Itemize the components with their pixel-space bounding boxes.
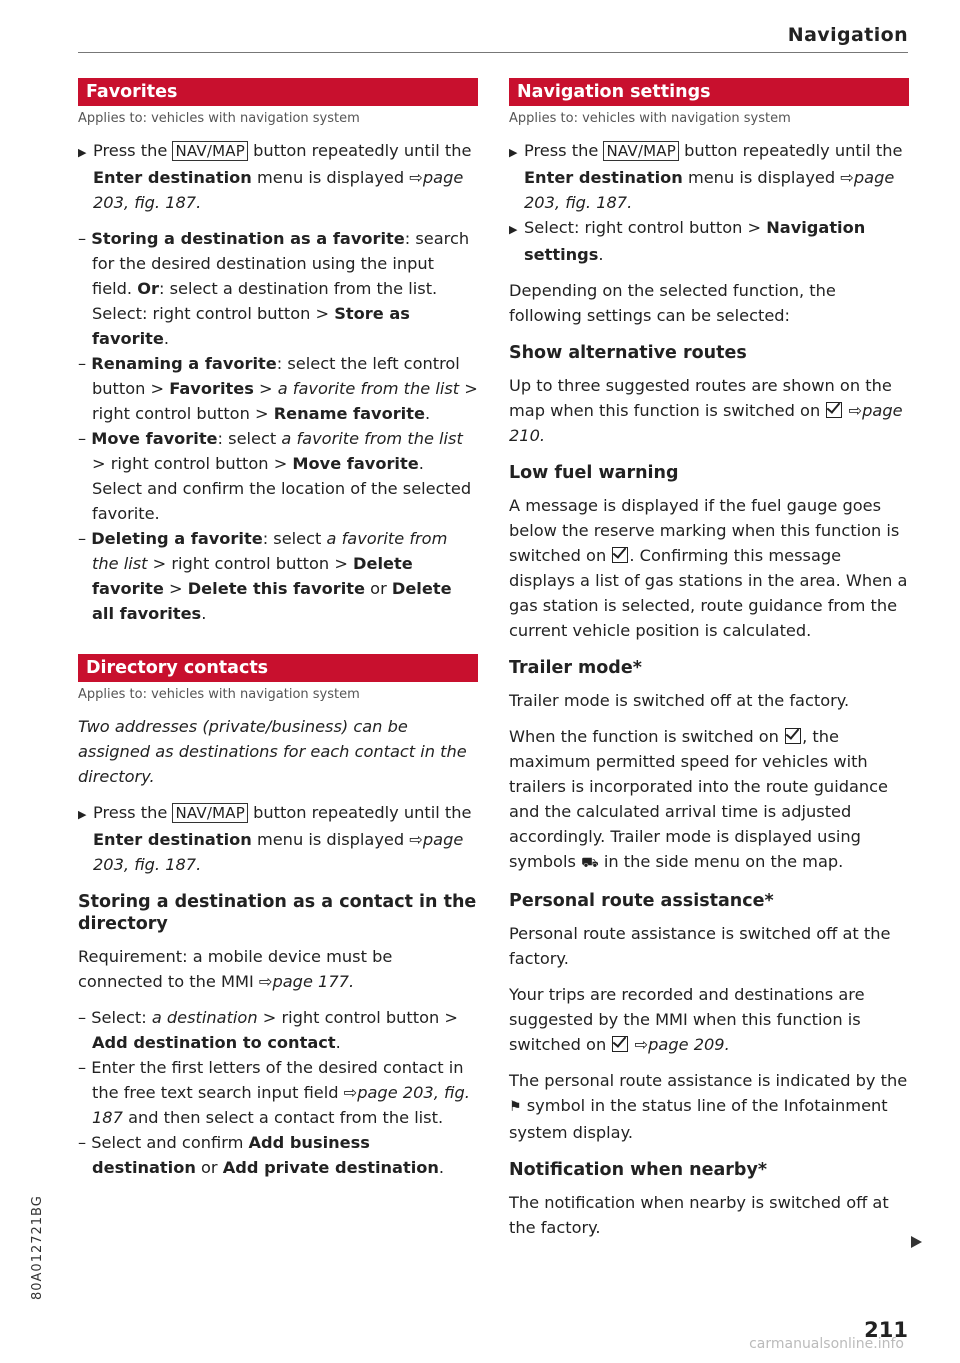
requirement-text: Requirement: a mobile device must be connected to the MMI ⇨page 177.: [78, 947, 393, 991]
directory-intro: Two addresses (private/business) can be assigned as destinations for each contact in the directory.: [78, 717, 467, 786]
continue-arrow-icon: [911, 1236, 922, 1248]
nav-map-key: NAV/MAP: [172, 141, 248, 161]
page-ref-link[interactable]: ⇨page 209.: [634, 1035, 730, 1054]
subheading: Low fuel warning: [509, 463, 679, 483]
subheading: Show alternative routes: [509, 343, 747, 363]
document-code: 80A012721BG: [30, 1195, 45, 1300]
trailer-icon: ⛟: [581, 855, 599, 871]
alt-routes-text: Up to three suggested routes are shown on the map when this function is switched on ⇨page 210.: [509, 376, 903, 445]
applies-note: Applies to: vehicles with navigation system: [78, 111, 360, 126]
step-arrow-icon: ▶: [78, 146, 87, 159]
checkbox-checked-icon: [826, 402, 842, 418]
checkbox-checked-icon: [612, 547, 628, 563]
step-arrow-icon: ▶: [509, 223, 518, 236]
personal-text-1: Personal route assistance is switched off at the factory.: [509, 924, 891, 968]
page-ref-link[interactable]: ⇨page 203, fig. 187.: [524, 168, 895, 212]
list-item: – Enter the first letters of the desired contact in the free text search input field ⇨page 203, fig. 187 and then select a contact from the list.: [78, 1058, 470, 1127]
directory-heading: Directory contacts: [78, 654, 478, 682]
favorites-heading: Favorites: [78, 78, 478, 106]
notification-text: The notification when nearby is switched off at the factory.: [509, 1193, 889, 1237]
list-item: – Deleting a favorite: select a favorite from the list > right control button > Delete favorite > Delete this favorite or Delete all favorites.: [78, 529, 452, 623]
step-press-nav: ▶ Press the NAV/MAP button repeatedly until the Enter destination menu is displayed ⇨page 203, fig. 187.: [78, 141, 472, 212]
header-rule: [78, 52, 908, 53]
nav-settings-heading: Navigation settings: [509, 78, 909, 106]
page-ref-link[interactable]: ⇨page 210.: [509, 401, 903, 445]
page-ref-link[interactable]: ⇨page 177.: [258, 972, 355, 991]
page-number: 211: [864, 1318, 908, 1342]
right-column: [509, 78, 909, 1251]
watermark: carmanualsonline.info: [749, 1336, 904, 1352]
list-item: – Select: a destination > right control button > Add destination to contact.: [78, 1008, 458, 1052]
header-title: Navigation: [787, 24, 908, 46]
step-press-nav: ▶ Press the NAV/MAP button repeatedly until the Enter destination menu is displayed ⇨page 203, fig. 187.: [78, 803, 472, 874]
applies-note: Applies to: vehicles with navigation system: [78, 687, 360, 702]
subheading: Trailer mode*: [509, 658, 642, 678]
page-ref-link[interactable]: ⇨page 203, fig. 187: [92, 1083, 470, 1127]
low-fuel-text: A message is displayed if the fuel gauge goes below the reserve marking when this function is switched on . Confirming this message displays a list of gas stations in the area. When a gas station is selected, route guidance from the current vehicle position is calculated.: [509, 496, 908, 640]
settings-intro: Depending on the selected function, the following settings can be selected:: [509, 281, 836, 325]
applies-note: Applies to: vehicles with navigation system: [509, 111, 791, 126]
nav-map-key: NAV/MAP: [603, 141, 679, 161]
list-item: – Renaming a favorite: select the left control button > Favorites > a favorite from the list > right control button > Rename favorite.: [78, 354, 478, 423]
checkbox-checked-icon: [785, 728, 801, 744]
trailer-text-2: When the function is switched on , the maximum permitted speed for vehicles with trailers is incorporated into the route guidance and the calculated arrival time is adjusted accordingly. Trailer mode is displayed using symbols ⛟ in the side menu on the map.: [509, 724, 909, 876]
list-item: – Select and confirm Add business destination or Add private destination.: [78, 1133, 445, 1177]
subheading: Personal route assistance*: [509, 891, 774, 911]
list-item: – Storing a destination as a favorite: search for the desired destination using the input field. Or: select a destination from the list. Select: right control button > Store as favorite.: [78, 229, 470, 348]
personal-text-2: Your trips are recorded and destinations are suggested by the MMI when this function is switched on ⇨page 209.: [509, 985, 865, 1054]
checkbox-checked-icon: [612, 1036, 628, 1052]
step-arrow-icon: ▶: [78, 808, 87, 821]
left-column: [78, 78, 478, 1180]
step-select-settings: ▶ Select: right control button > Navigation settings.: [509, 218, 866, 264]
trailer-text-1: Trailer mode is switched off at the factory.: [509, 691, 850, 710]
step-arrow-icon: ▶: [509, 146, 518, 159]
subheading: Notification when nearby*: [509, 1160, 768, 1180]
subheading: Storing a destination as a contact in the directory: [78, 892, 477, 934]
list-item: – Move favorite: select a favorite from the list > right control button > Move favorite. Select and confirm the location of the selected favorite.: [78, 429, 472, 523]
route-assistance-icon: ⚑: [509, 1099, 522, 1115]
personal-text-3: The personal route assistance is indicated by the ⚑ symbol in the status line of the Infotainment system display.: [509, 1071, 908, 1142]
page-ref-link[interactable]: ⇨page 203, fig. 187.: [93, 830, 464, 874]
page-ref-link[interactable]: ⇨page 203, fig. 187.: [93, 168, 464, 212]
nav-map-key: NAV/MAP: [172, 803, 248, 823]
step-press-nav: ▶ Press the NAV/MAP button repeatedly until the Enter destination menu is displayed ⇨page 203, fig. 187.: [509, 141, 903, 212]
